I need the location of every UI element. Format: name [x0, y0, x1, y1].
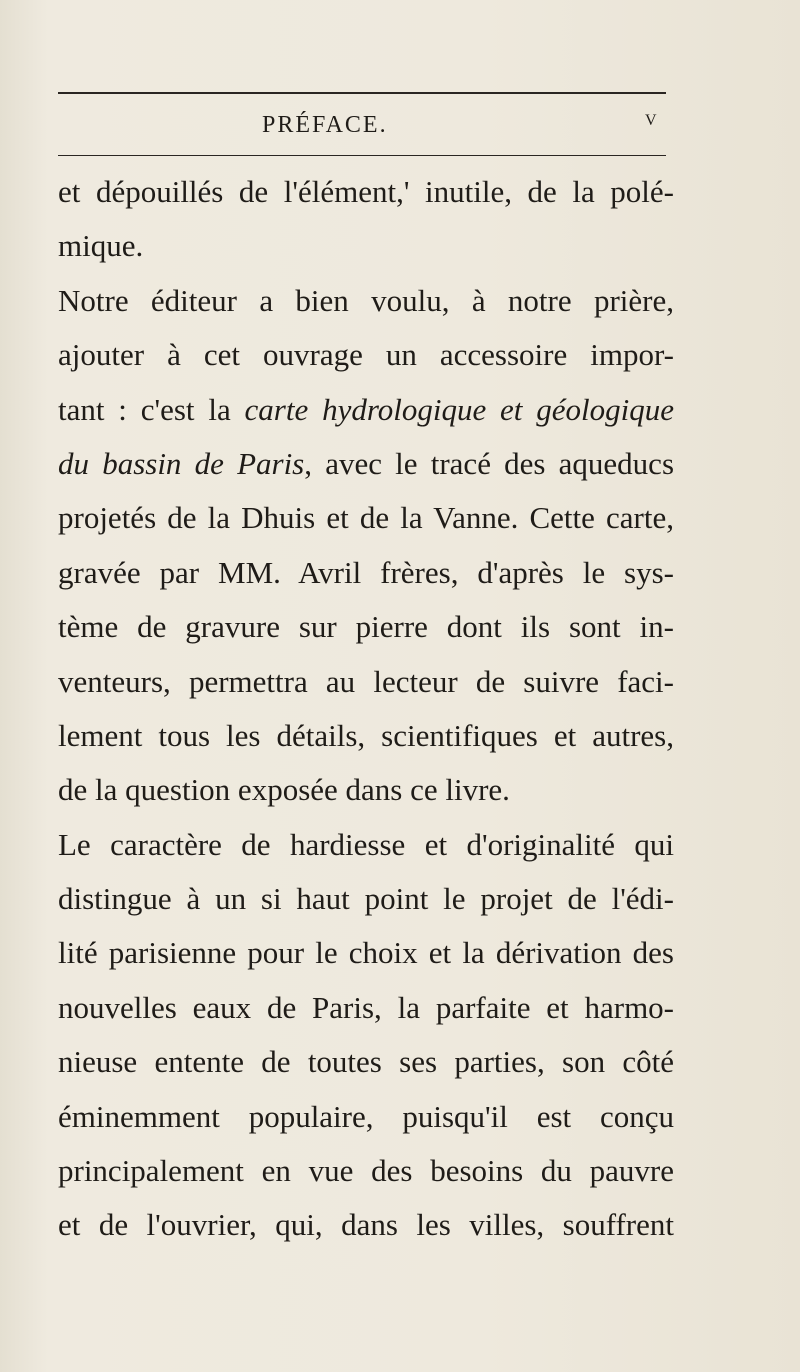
- text-line: gravée par MM. Avril frères, d'après le sys-: [58, 554, 674, 590]
- text-line: Notre éditeur a bien voulu, à notre prière,: [58, 282, 674, 318]
- text-line: mique.: [58, 228, 144, 264]
- text-line: lement tous les détails, scientifiques et autres,: [58, 717, 674, 753]
- italic-map-title: carte hydrologique et géologique: [244, 391, 674, 427]
- text-line: nouvelles eaux de Paris, la parfaite et harmo-: [58, 989, 674, 1025]
- text-line: ajouter à cet ouvrage un accessoire impor-: [58, 337, 674, 373]
- text-line: tème de gravure sur pierre dont ils sont in-: [58, 609, 674, 645]
- text-line: projetés de la Dhuis et de la Vanne. Cette carte,: [58, 500, 674, 536]
- header-rule-top: [58, 92, 666, 94]
- text-line: Le caractère de hardiesse et d'originalité qui: [58, 826, 674, 862]
- text-line: venteurs, permettra au lecteur de suivre faci-: [58, 663, 674, 699]
- text-line: nieuse entente de toutes ses parties, son côté: [58, 1044, 674, 1080]
- text-line: et dépouillés de l'élément,' inutile, de la polé-: [58, 174, 674, 209]
- body-text: [58, 165, 674, 1253]
- text-segment: , avec le tracé des aqueducs: [304, 445, 675, 481]
- text-line: éminemment populaire, puisqu'il est conçu: [58, 1098, 674, 1134]
- text-line: principalement en vue des besoins du pauvre: [58, 1153, 674, 1189]
- running-header-title: PRÉFACE.: [262, 112, 388, 138]
- text-line: distingue à un si haut point le projet de l'édi-: [58, 881, 674, 917]
- page-number: V: [645, 112, 657, 129]
- text-line: et de l'ouvrier, qui, dans les villes, souffrent: [58, 1207, 674, 1243]
- text-line: de la question exposée dans ce livre.: [58, 772, 510, 808]
- text-segment: tant : c'est la: [58, 391, 231, 427]
- text-line: [58, 383, 674, 437]
- italic-map-title-cont: du bassin de Paris: [58, 445, 305, 481]
- header-rule-bottom: [58, 155, 666, 156]
- text-line: [58, 437, 674, 491]
- text-line: lité parisienne pour le choix et la dérivation des: [58, 935, 674, 971]
